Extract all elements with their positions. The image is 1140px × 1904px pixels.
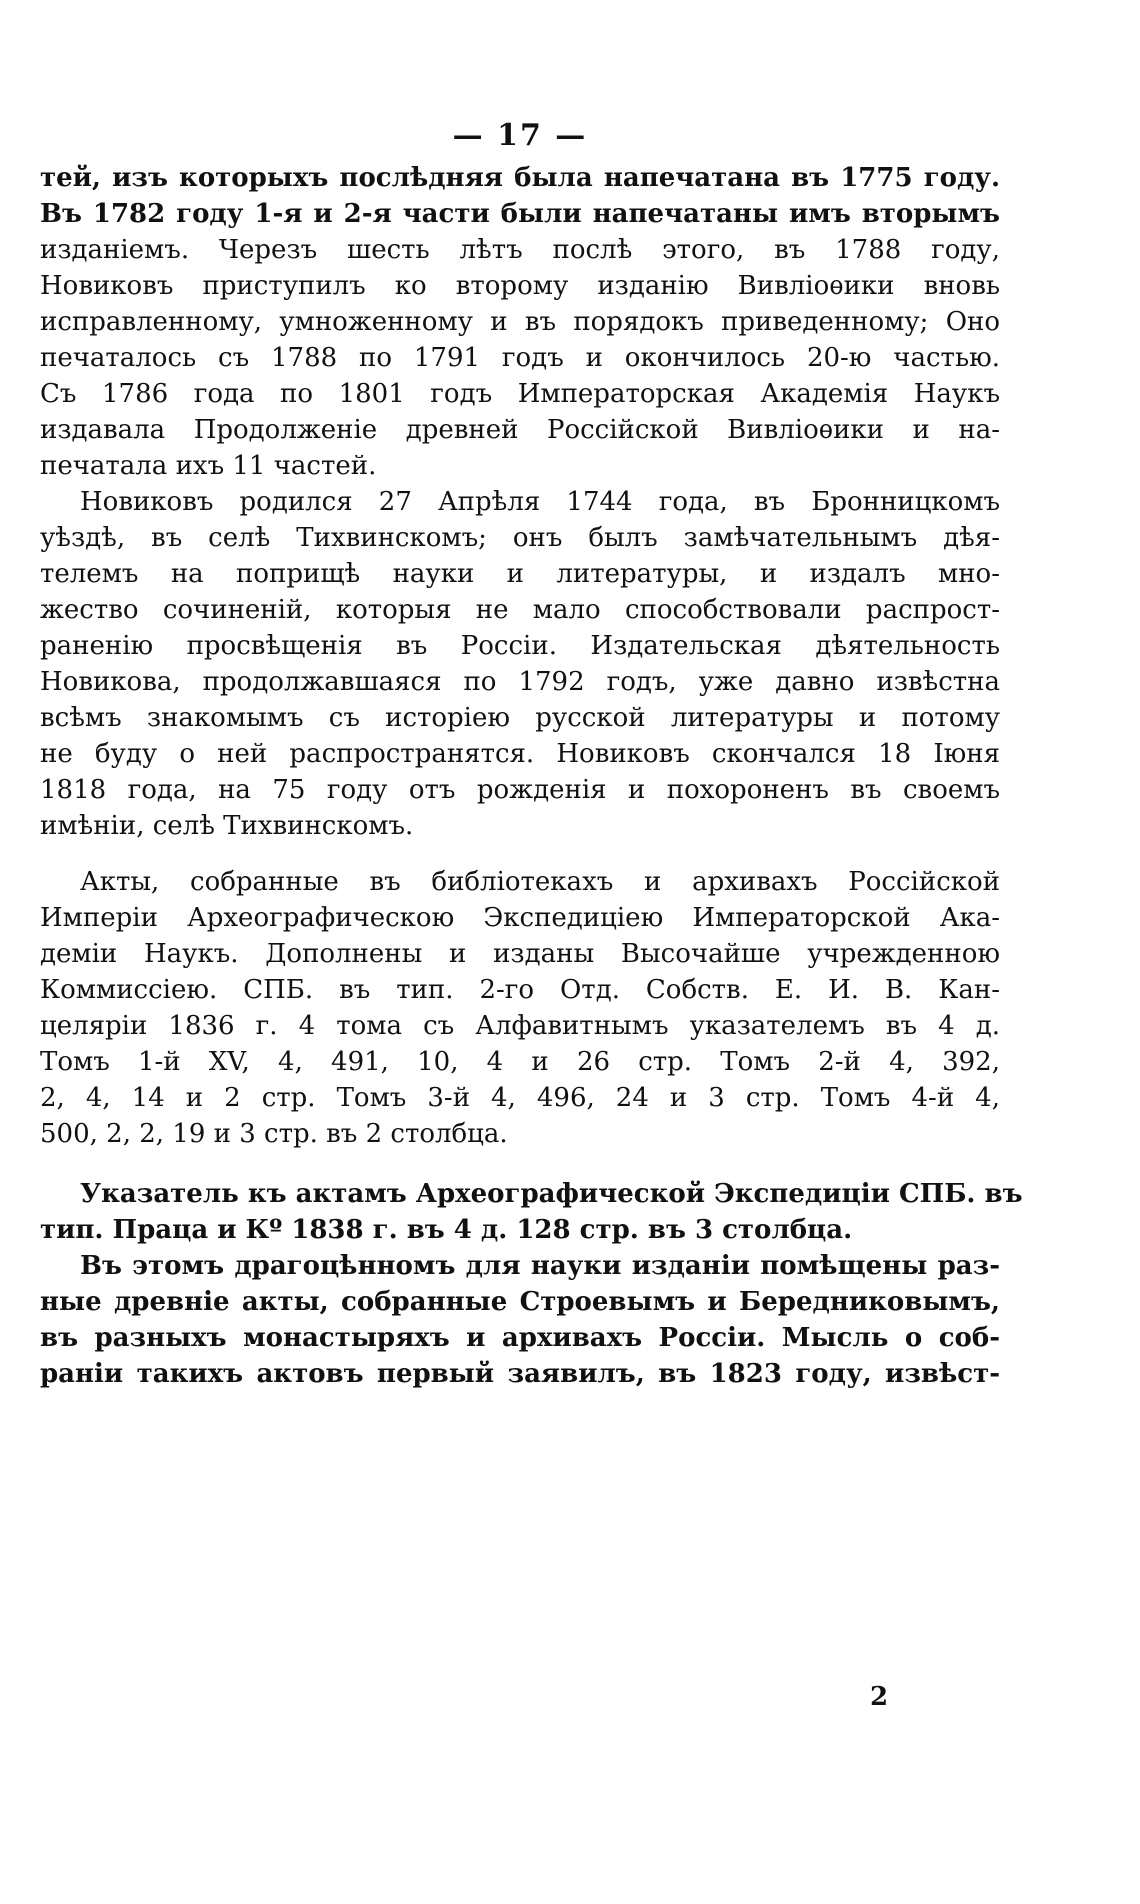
signature-mark: 2 xyxy=(870,1682,889,1712)
text-line: изданiемъ. Черезъ шесть лѣтъ послѣ этого, въ 1788 году, xyxy=(40,235,1000,265)
text-line: издавала Продолженiе древней Россiйской Вивлiоѳики и на- xyxy=(40,415,1000,445)
text-line: ные древнiе акты, собранные Строевымъ и Бередниковымъ, xyxy=(40,1287,1000,1317)
text-line: Томъ 1-й XV, 4, 491, 10, 4 и 26 стр. Томъ 2-й 4, 392, xyxy=(40,1047,1000,1077)
text-line: 500, 2, 2, 19 и 3 стр. въ 2 столбца. xyxy=(40,1119,508,1149)
text-line: Въ этомъ драгоцѣнномъ для науки изданiи помѣщены раз- xyxy=(80,1251,1000,1281)
text-line: исправленному, умноженному и въ порядокъ приведенному; Оно xyxy=(40,307,1000,337)
document-page xyxy=(40,0,1023,1904)
text-line: демiи Наукъ. Дополнены и изданы Высочайше учрежденною xyxy=(40,939,1000,969)
text-line: тип. Праца и Кº 1838 г. въ 4 д. 128 стр. въ 3 столбца. xyxy=(40,1215,853,1245)
text-line: ранiи такихъ актовъ первый заявилъ, въ 1823 году, извѣст- xyxy=(40,1359,1000,1389)
text-line: Акты, собранные въ библiотекахъ и архивахъ Россiйской xyxy=(80,867,1000,897)
text-line: имѣнiи, селѣ Тихвинскомъ. xyxy=(40,811,414,841)
text-line: печатала ихъ 11 частей. xyxy=(40,451,377,481)
text-line: раненiю просвѣщенiя въ Россiи. Издательская дѣятельность xyxy=(40,631,1000,661)
page-number: — 17 — xyxy=(452,118,588,153)
text-line: 2, 4, 14 и 2 стр. Томъ 3-й 4, 496, 24 и 3 стр. Томъ 4-й 4, xyxy=(40,1083,1000,1113)
text-line: 1818 года, на 75 году отъ рожденiя и похороненъ въ своемъ xyxy=(40,775,1000,805)
text-line: Коммиссiею. СПБ. въ тип. 2-го Отд. Собств. Е. И. В. Кан- xyxy=(40,975,1000,1005)
text-line: Новикова, продолжавшаяся по 1792 годъ, уже давно извѣстна xyxy=(40,667,1000,697)
text-line: всѣмъ знакомымъ съ исторiею русской литературы и потому xyxy=(40,703,1000,733)
text-line: Имперiи Археографическою Экспедицiею Императорской Ака- xyxy=(40,903,1000,933)
text-line: Указатель къ актамъ Археографической Экспедицiи СПБ. въ xyxy=(80,1179,1023,1209)
text-line: жество сочиненiй, которыя не мало способствовали распрост- xyxy=(40,595,1000,625)
text-line: не буду о ней распространятся. Новиковъ скончался 18 Iюня xyxy=(40,739,1000,769)
text-line: телемъ на поприщѣ науки и литературы, и издалъ мно- xyxy=(40,559,1000,589)
text-line: въ разныхъ монастыряхъ и архивахъ Россiи. Мысль о соб- xyxy=(40,1323,1000,1353)
text-line: уѣздѣ, въ селѣ Тихвинскомъ; онъ былъ замѣчательнымъ дѣя- xyxy=(40,523,1000,553)
text-line: тей, изъ которыхъ послѣдняя была напечатана въ 1775 году. xyxy=(40,163,1000,193)
text-line: целярiи 1836 г. 4 тома съ Алфавитнымъ указателемъ въ 4 д. xyxy=(40,1011,1000,1041)
text-line: Новиковъ родился 27 Апрѣля 1744 года, въ Бронницкомъ xyxy=(80,487,1000,517)
text-line: Съ 1786 года по 1801 годъ Императорская Академiя Наукъ xyxy=(40,379,1000,409)
text-line: печаталось съ 1788 по 1791 годъ и окончилось 20-ю частью. xyxy=(40,343,1000,373)
text-line: Въ 1782 году 1-я и 2-я части были напечатаны имъ вторымъ xyxy=(40,199,1000,229)
text-line: Новиковъ приступилъ ко второму изданiю Вивлiоѳики вновь xyxy=(40,271,1000,301)
